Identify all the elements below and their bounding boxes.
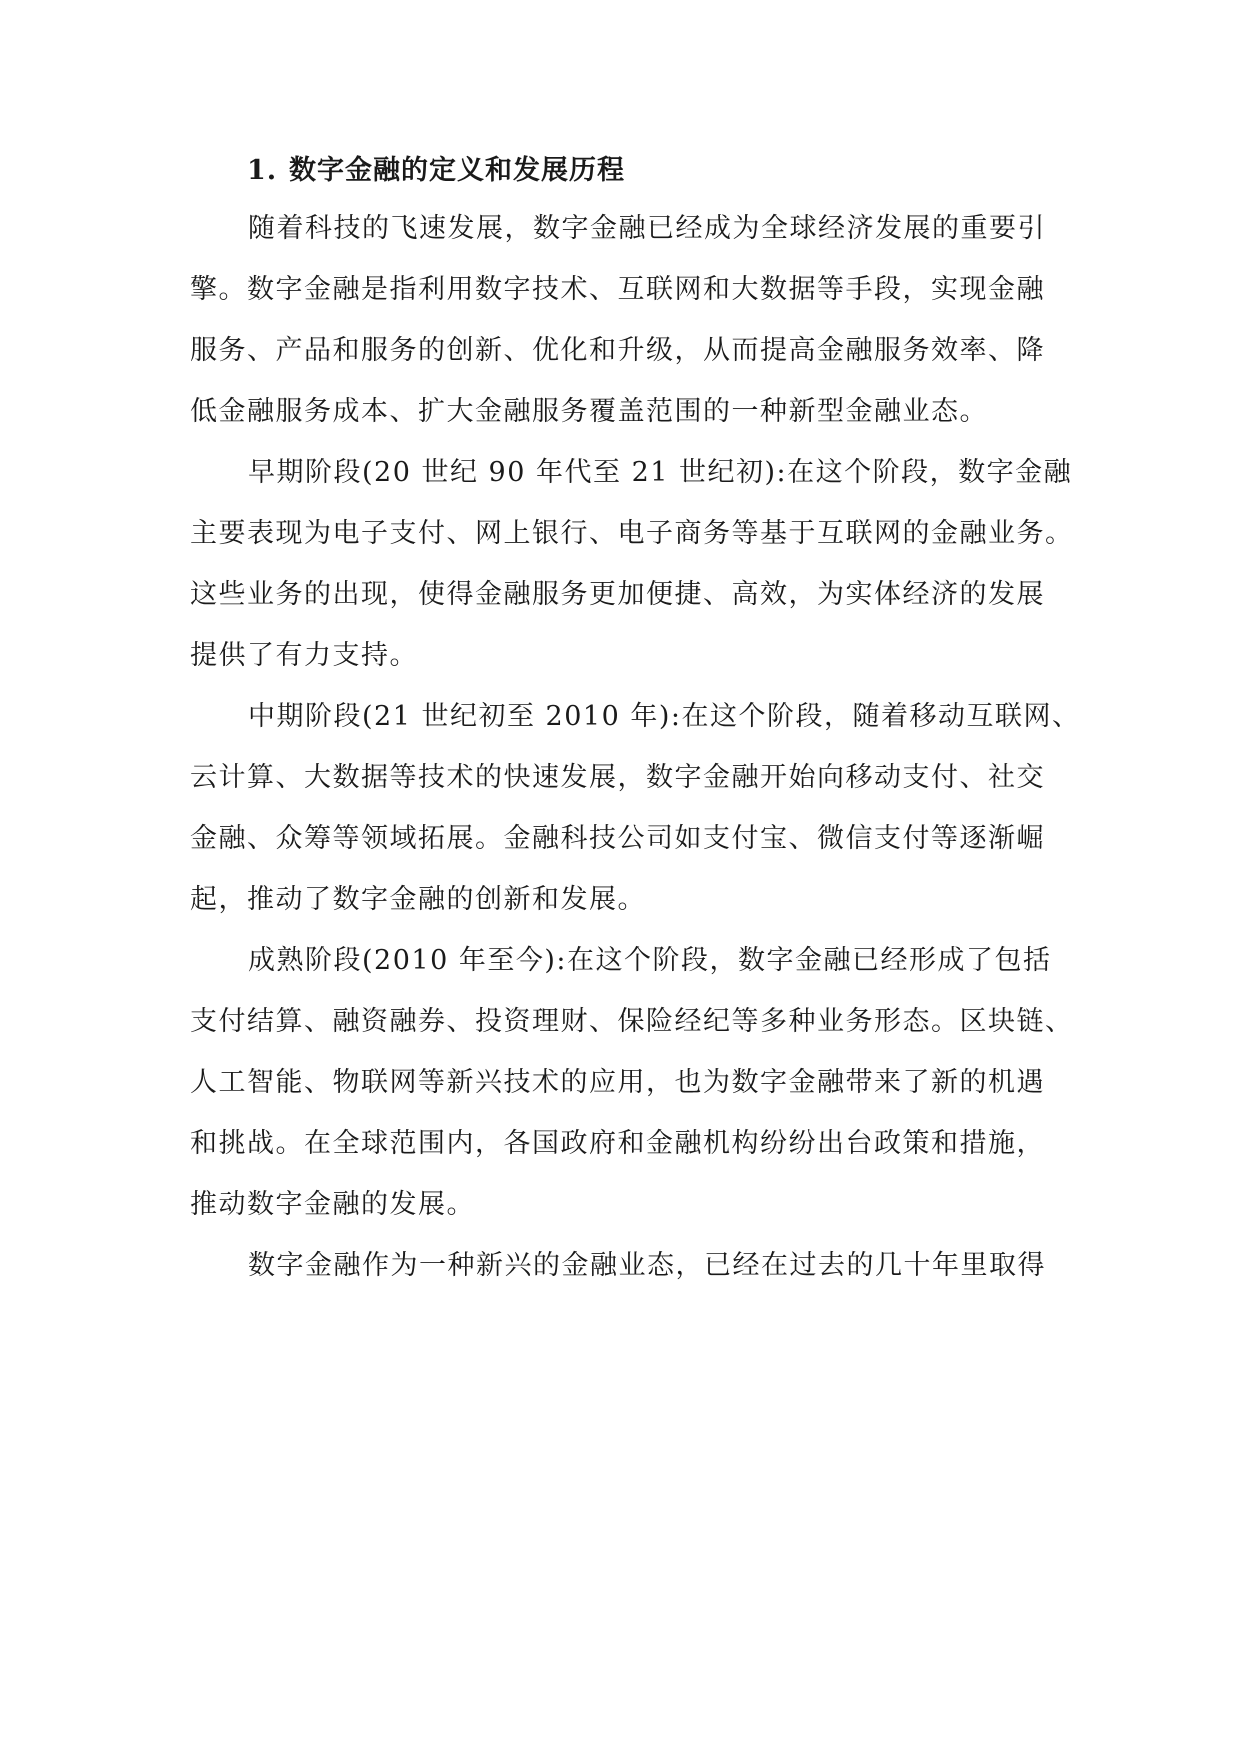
paragraph-line: 服务、产品和服务的创新、优化和升级，从而提高金融服务效率、降 xyxy=(190,335,1045,366)
paragraph-line: 早期阶段(20 世纪 90 年代至 21 世纪初):在这个阶段，数字金融 xyxy=(248,457,1073,488)
paragraph-line: 提供了有力支持。 xyxy=(190,640,418,671)
paragraph-line: 主要表现为电子支付、网上银行、电子商务等基于互联网的金融业务。 xyxy=(190,518,1074,549)
section-heading xyxy=(247,151,625,191)
paragraph-line: 数字金融作为一种新兴的金融业态，已经在过去的几十年里取得 xyxy=(248,1250,1046,1281)
paragraph-line: 随着科技的飞速发展，数字金融已经成为全球经济发展的重要引 xyxy=(248,213,1046,244)
paragraph-line: 人工智能、物联网等新兴技术的应用，也为数字金融带来了新的机遇 xyxy=(190,1067,1045,1098)
paragraph-line: 起，推动了数字金融的创新和发展。 xyxy=(190,884,646,915)
paragraph-line: 和挑战。在全球范围内，各国政府和金融机构纷纷出台政策和措施， xyxy=(190,1128,1045,1159)
paragraph-line: 擎。数字金融是指利用数字技术、互联网和大数据等手段，实现金融 xyxy=(190,274,1045,305)
paragraph-line: 低金融服务成本、扩大金融服务覆盖范围的一种新型金融业态。 xyxy=(190,396,988,427)
paragraph-line: 中期阶段(21 世纪初至 2010 年):在这个阶段，随着移动互联网、 xyxy=(248,701,1081,732)
paragraph-line: 金融、众筹等领域拓展。金融科技公司如支付宝、微信支付等逐渐崛 xyxy=(190,823,1045,854)
section-title: 数字金融的定义和发展历程 xyxy=(289,155,625,186)
paragraph-line: 这些业务的出现，使得金融服务更加便捷、高效，为实体经济的发展 xyxy=(190,579,1045,610)
section-number: 1. xyxy=(247,155,278,186)
paragraph-line: 推动数字金融的发展。 xyxy=(190,1189,475,1220)
paragraph-line: 云计算、大数据等技术的快速发展，数字金融开始向移动支付、社交 xyxy=(190,762,1045,793)
paragraph-line: 支付结算、融资融券、投资理财、保险经纪等多种业务形态。区块链、 xyxy=(190,1006,1074,1037)
paragraph-line: 成熟阶段(2010 年至今):在这个阶段，数字金融已经形成了包括 xyxy=(248,945,1052,976)
